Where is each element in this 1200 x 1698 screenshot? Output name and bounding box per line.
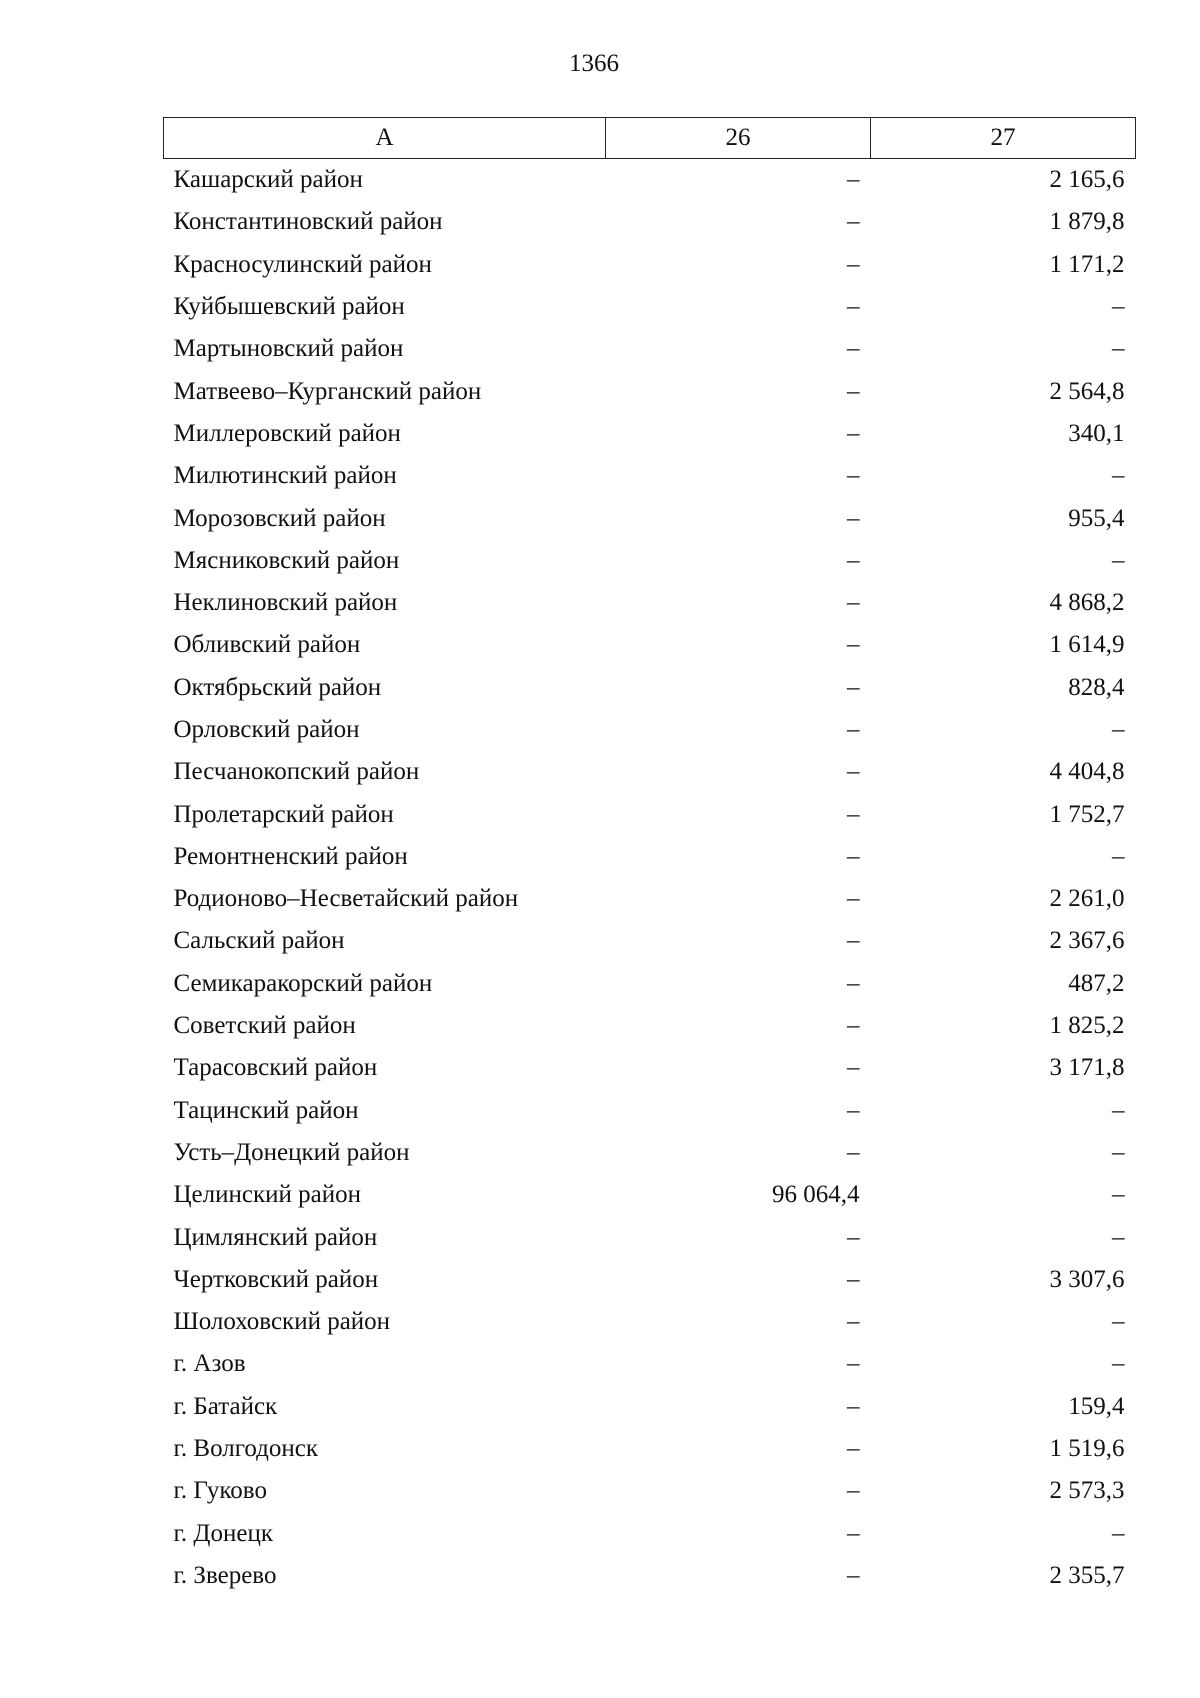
row-col27-cell: – xyxy=(1112,1308,1125,1336)
row-col26-cell: – xyxy=(847,1308,860,1336)
row-col27-cell: – xyxy=(1112,1181,1125,1209)
row-col26-cell: – xyxy=(847,1519,860,1547)
row-col27-cell: 1 614,9 xyxy=(1049,631,1125,659)
row-col27-cell: – xyxy=(1112,546,1125,574)
table-row xyxy=(164,286,1136,328)
row-name-cell: Тацинский район xyxy=(173,1096,359,1124)
row-name-cell: Кашарский район xyxy=(173,166,363,194)
table-row xyxy=(164,878,1136,920)
table-row xyxy=(164,1386,1136,1428)
row-col26-cell: – xyxy=(847,377,860,405)
row-col27-cell: 487,2 xyxy=(1068,969,1125,997)
table-row xyxy=(164,1132,1136,1174)
header-row xyxy=(164,118,1136,159)
row-name-cell: г. Донецк xyxy=(173,1519,273,1547)
row-name-cell: Красносулинский район xyxy=(173,250,432,278)
row-col27-cell: 1 519,6 xyxy=(1049,1435,1125,1463)
row-name-cell: Миллеровский район xyxy=(173,419,401,447)
row-name-cell: г. Зверево xyxy=(173,1561,277,1589)
row-col27-cell: 2 261,0 xyxy=(1049,885,1125,913)
row-name-cell: Усть–Донецкий район xyxy=(173,1138,410,1166)
table-row xyxy=(164,1216,1136,1258)
row-col26-cell: – xyxy=(847,1350,860,1378)
row-col27-cell: – xyxy=(1112,1096,1125,1124)
row-col26-cell: – xyxy=(847,250,860,278)
row-name-cell: Цимлянский район xyxy=(173,1223,378,1251)
row-col27-cell: 1 171,2 xyxy=(1049,250,1125,278)
row-col26-cell: – xyxy=(847,462,860,490)
table-row xyxy=(164,1470,1136,1512)
header-cell-27: 27 xyxy=(871,118,1136,159)
page-number: 1366 xyxy=(569,50,619,77)
row-col26-cell: – xyxy=(847,546,860,574)
table-row xyxy=(164,1301,1136,1343)
table-row xyxy=(164,1005,1136,1047)
row-name-cell: Милютинский район xyxy=(173,462,397,490)
row-name-cell: Пролетарский район xyxy=(173,800,394,828)
row-col27-cell: 2 165,6 xyxy=(1049,166,1125,194)
table-row xyxy=(164,963,1136,1005)
row-name-cell: Мартыновский район xyxy=(173,335,404,363)
row-col26-cell: – xyxy=(847,1435,860,1463)
row-name-cell: Морозовский район xyxy=(173,504,386,532)
row-name-cell: Мясниковский район xyxy=(173,546,400,574)
row-col26-cell: – xyxy=(847,293,860,321)
row-col26-cell: – xyxy=(847,1138,860,1166)
row-col26-cell: – xyxy=(847,800,860,828)
row-col27-cell: 1 825,2 xyxy=(1049,1012,1125,1040)
row-col26-cell: – xyxy=(847,927,860,955)
table-row xyxy=(164,201,1136,243)
table-row xyxy=(164,920,1136,962)
header-cell-a: А xyxy=(164,118,606,159)
row-col27-cell: 159,4 xyxy=(1068,1392,1125,1420)
table-row xyxy=(164,1343,1136,1385)
table-row xyxy=(164,159,1136,202)
row-name-cell: г. Азов xyxy=(173,1350,246,1378)
table-row xyxy=(164,413,1136,455)
table-row xyxy=(164,1428,1136,1470)
row-col26-cell: – xyxy=(847,842,860,870)
table-row xyxy=(164,582,1136,624)
row-name-cell: Целинский район xyxy=(173,1181,361,1209)
row-name-cell: Песчанокопский район xyxy=(173,758,420,786)
row-col26-cell: – xyxy=(847,673,860,701)
row-col26-cell: – xyxy=(847,969,860,997)
row-name-cell: Семикаракорский район xyxy=(173,969,433,997)
row-col27-cell: – xyxy=(1112,842,1125,870)
row-name-cell: Родионово–Несветайский район xyxy=(173,885,519,913)
row-name-cell: Тарасовский район xyxy=(173,1054,378,1082)
row-col27-cell: 3 307,6 xyxy=(1049,1265,1125,1293)
row-name-cell: Ремонтненский район xyxy=(173,842,408,870)
row-name-cell: г. Гуково xyxy=(173,1477,267,1505)
row-col27-cell: 2 573,3 xyxy=(1049,1477,1125,1505)
row-col26-cell: – xyxy=(847,1223,860,1251)
row-col26-cell: – xyxy=(847,208,860,236)
row-name-cell: Сальский район xyxy=(173,927,345,955)
row-col27-cell: – xyxy=(1112,716,1125,743)
table-row xyxy=(164,709,1136,751)
row-name-cell: г. Батайск xyxy=(173,1392,278,1420)
table-row xyxy=(164,1513,1136,1555)
row-col27-cell: 3 171,8 xyxy=(1049,1054,1125,1082)
row-col27-cell: 828,4 xyxy=(1068,673,1125,701)
row-col26-cell: – xyxy=(847,335,860,363)
row-name-cell: Орловский район xyxy=(173,716,360,743)
table-row xyxy=(164,1555,1136,1597)
table-row xyxy=(164,455,1136,497)
row-col27-cell: 4 404,8 xyxy=(1049,758,1125,786)
table-row xyxy=(164,540,1136,582)
row-col26-cell: – xyxy=(847,419,860,447)
row-col26-cell: – xyxy=(847,631,860,659)
table-row xyxy=(164,1090,1136,1132)
data-table xyxy=(163,117,1136,1597)
table-row xyxy=(164,370,1136,412)
row-col26-cell: – xyxy=(847,716,860,743)
row-col27-cell: – xyxy=(1112,335,1125,363)
table-row xyxy=(164,624,1136,666)
row-col27-cell: – xyxy=(1112,1519,1125,1547)
row-col27-cell: 2 564,8 xyxy=(1049,377,1125,405)
row-col26-cell: 96 064,4 xyxy=(772,1181,860,1209)
row-col26-cell: – xyxy=(847,1265,860,1293)
row-col26-cell: – xyxy=(847,1392,860,1420)
row-col27-cell: – xyxy=(1112,462,1125,490)
row-name-cell: Чертковский район xyxy=(173,1265,379,1293)
row-col26-cell: – xyxy=(847,1012,860,1040)
row-name-cell: Константиновский район xyxy=(173,208,443,236)
row-col26-cell: – xyxy=(847,1561,860,1589)
row-name-cell: Шолоховский район xyxy=(173,1308,391,1336)
row-name-cell: Октябрьский район xyxy=(173,673,382,701)
row-col27-cell: 1 752,7 xyxy=(1049,800,1125,828)
table-body xyxy=(164,159,1136,1598)
row-col27-cell: 955,4 xyxy=(1068,504,1125,532)
row-col27-cell: – xyxy=(1112,1138,1125,1166)
row-col27-cell: 4 868,2 xyxy=(1049,589,1125,617)
row-col26-cell: – xyxy=(847,758,860,786)
row-col27-cell: 1 879,8 xyxy=(1049,208,1125,236)
header-cell-26: 26 xyxy=(606,118,871,159)
table-row xyxy=(164,667,1136,709)
table-row xyxy=(164,793,1136,835)
table-row xyxy=(164,1047,1136,1089)
table-row xyxy=(164,328,1136,370)
table-row xyxy=(164,751,1136,793)
row-col27-cell: – xyxy=(1112,1350,1125,1378)
row-col27-cell: 2 367,6 xyxy=(1049,927,1125,955)
row-col27-cell: 2 355,7 xyxy=(1049,1561,1125,1589)
row-col27-cell: – xyxy=(1112,293,1125,321)
row-name-cell: г. Волгодонск xyxy=(173,1435,319,1463)
row-col26-cell: – xyxy=(847,885,860,913)
row-col27-cell: – xyxy=(1112,1223,1125,1251)
table-row xyxy=(164,1259,1136,1301)
row-name-cell: Неклиновский район xyxy=(173,589,398,617)
row-col27-cell: 340,1 xyxy=(1068,419,1125,447)
table-row xyxy=(164,497,1136,539)
row-name-cell: Матвеево–Курганский район xyxy=(173,377,482,405)
table-header xyxy=(164,118,1136,159)
table-row xyxy=(164,244,1136,286)
table-row xyxy=(164,836,1136,878)
row-col26-cell: – xyxy=(847,504,860,532)
row-name-cell: Советский район xyxy=(173,1012,356,1040)
row-col26-cell: – xyxy=(847,1096,860,1124)
row-col26-cell: – xyxy=(847,589,860,617)
row-col26-cell: – xyxy=(847,1477,860,1505)
table-row xyxy=(164,1174,1136,1216)
row-name-cell: Обливский район xyxy=(173,631,361,659)
row-name-cell: Куйбышевский район xyxy=(173,293,405,321)
row-col26-cell: – xyxy=(847,166,860,194)
row-col26-cell: – xyxy=(847,1054,860,1082)
